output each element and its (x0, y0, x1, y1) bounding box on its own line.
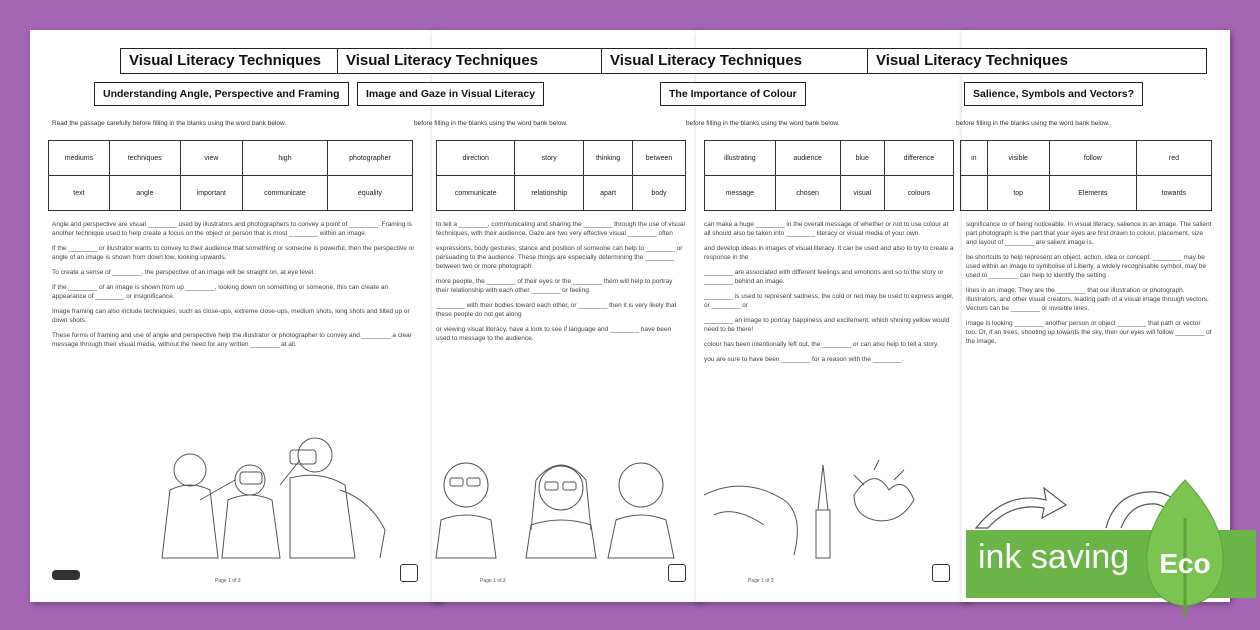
passage-paragraph: to tell a ________, communicating and sharing the ________ through the use of visual techniques, with their audience. Gaze are two very effective visual ________ often (436, 221, 685, 237)
word-bank-cell: body (633, 176, 686, 211)
passage-paragraph: ________ with their bodies toward each other, or ________ then it is very likely that these people do not get along (436, 302, 677, 318)
worksheet-subtitle: Salience, Symbols and Vectors? (964, 82, 1143, 106)
passage (704, 220, 954, 370)
page-number: Page 1 of 3 (215, 578, 241, 584)
word-bank-cell: Elements (1049, 176, 1136, 211)
quality-badge-icon (932, 564, 950, 582)
worksheet-title: Visual Literacy Techniques (120, 48, 460, 74)
passage-paragraph: and develop ideas in images of visual literacy. It can be used and also to try to create a response in the (704, 245, 954, 261)
word-bank-cell: red (1136, 141, 1211, 176)
instruction-text: before filling in the blanks using the word bank below. (956, 120, 1110, 127)
paintbrush-illustration (704, 455, 959, 560)
worksheet-1 (30, 30, 440, 602)
word-bank (704, 140, 954, 211)
word-bank-cell: communicate (437, 176, 515, 211)
word-bank (48, 140, 413, 211)
word-bank-cell: apart (584, 176, 633, 211)
word-bank-row (49, 176, 413, 211)
word-bank (436, 140, 686, 211)
word-bank-cell: in (961, 141, 988, 176)
word-bank-cell: colours (884, 176, 953, 211)
passage-paragraph: more people, the ________ of their eyes or the ________ them will help to portray their relationship with each other ________ or feeling. (436, 278, 673, 294)
word-bank-cell: relationship (515, 176, 584, 211)
word-bank-cell: thinking (584, 141, 633, 176)
word-bank-cell: illustrating (705, 141, 776, 176)
word-bank-cell: audience (775, 141, 840, 176)
word-bank-cell: photographer (327, 141, 412, 176)
instruction-text: before filling in the blanks using the word bank below. (686, 120, 840, 127)
word-bank-cell: communicate (242, 176, 327, 211)
passage-paragraph: colour has been intentionally left out, the ________ or can also help to tell a story. (704, 341, 939, 348)
passage-paragraph: ________ are associated with different feelings and emotions and so to the story or ________ behind an image. (704, 269, 944, 285)
passage-paragraph: To create a sense of ________, the perspective of an image will be straight on, at eye level. (52, 269, 316, 276)
word-bank-row (961, 141, 1212, 176)
word-bank-cell: top (987, 176, 1049, 211)
quality-badge-icon (668, 564, 686, 582)
passage (966, 220, 1212, 352)
ink-saving-label: ink saving (978, 538, 1130, 576)
worksheet-title: Visual Literacy Techniques (601, 48, 941, 74)
word-bank-row (437, 141, 686, 176)
word-bank-cell: visual (840, 176, 884, 211)
word-bank-cell: high (242, 141, 327, 176)
people-photographing-illustration (140, 430, 400, 560)
word-bank-row (705, 141, 954, 176)
worksheet-subtitle: Understanding Angle, Perspective and Framing (94, 82, 349, 106)
word-bank-cell: visible (987, 141, 1049, 176)
word-bank-row (705, 176, 954, 211)
word-bank-cell: chosen (775, 176, 840, 211)
worksheet-subtitle: The Importance of Colour (660, 82, 806, 106)
word-bank-cell: techniques (109, 141, 180, 176)
passage (436, 220, 686, 349)
word-bank-cell: follow (1049, 141, 1136, 176)
quality-badge-icon (400, 564, 418, 582)
passage-paragraph: can make a huge ________ in the overall message of whether or not to use colour at all should also be taken into ________ literacy or visual media of your own. (704, 221, 949, 237)
passage-paragraph: If the ________ or illustrator wants to convey to their audience that something or someone is powerful, then the perspective or angle of an image is shown from down low, looking upwards. (52, 245, 415, 261)
passage-paragraph: expressions, body gestures, stance and position of someone can help to ________ or persuading to the audience. These things are especially determining the ________ between two or more photograph. (436, 245, 683, 270)
children-faces-illustration (436, 450, 691, 560)
word-bank-cell: angle (109, 176, 180, 211)
passage-paragraph: lines in an image. They are the ________ that our illustration or photograph. Illustrators, and other visual creators, leading path of a visual image through vectors. Vectors can be ________ or invisible lines. (966, 287, 1209, 312)
passage-paragraph: you are sure to have been ________ for a reason with the ________. (704, 356, 904, 363)
word-bank-cell: equality (327, 176, 412, 211)
word-bank-cell: story (515, 141, 584, 176)
worksheet-title: Visual Literacy Techniques (867, 48, 1207, 74)
eco-leaf-icon (1140, 478, 1230, 618)
word-bank-cell: view (180, 141, 242, 176)
passage-paragraph: be shortcuts to help represent an object, action, idea or concept. ________ may be used within an image to symbolise of Liberty, a widely recognisable symbol, may be used to ________ can help to identify the setting (966, 254, 1207, 279)
word-bank-cell: text (49, 176, 110, 211)
instruction-text: before filling in the blanks using the word bank below. (414, 120, 568, 127)
twinkl-logo (52, 570, 80, 580)
passage-paragraph: ________ is used to represent sadness, the cold or red may be used to express anger, or ________ or (704, 293, 954, 309)
instruction-text: Read the passage carefully before filling in the blanks using the word bank below. (52, 120, 287, 127)
word-bank-cell: towards (1136, 176, 1211, 211)
worksheet-subtitle: Image and Gaze in Visual Literacy (357, 82, 544, 106)
word-bank-row (49, 141, 413, 176)
word-bank-cell: mediums (49, 141, 110, 176)
page-number: Page 1 of 3 (480, 578, 506, 584)
passage-paragraph: These forms of framing and use of angle and perspective help the illustrator or photographer to convey and ________ a clear message through their visual media, without the need for any written ________ at all. (52, 332, 412, 348)
word-bank-cell: direction (437, 141, 515, 176)
eco-label: Eco (1159, 548, 1211, 579)
word-bank-cell: between (633, 141, 686, 176)
word-bank-cell: blue (840, 141, 884, 176)
passage-paragraph: Image framing can also include techniques, such as close-ups, extreme close-ups, medium shots, long shots and tilted up or down shots. (52, 308, 410, 324)
word-bank-row (961, 176, 1212, 211)
passage-paragraph: image is looking ________ another person or object ________ that path or vector too. Or, if an trees, shooting up towards the sky, then our eyes will follow ________ of the image. (966, 320, 1212, 345)
passage-paragraph: Angle and perspective are visual ________ used by illustrators and photographers to convey a point of ________. Framing is another technique used to help create a focus on the object or person that is most ________ within an image. (52, 221, 412, 237)
worksheet-title: Visual Literacy Techniques (337, 48, 677, 74)
passage-paragraph: significance or of being noticeable. In visual literacy, salience in an image. The salient part photograph is the part that your eyes are first drawn to colour, placement, size and layout of ________ are salient image is. (966, 221, 1212, 246)
word-bank-row (437, 176, 686, 211)
passage (52, 220, 422, 355)
passage-paragraph: or viewing visual literacy, have a look to see if language and ________ have been used to message to the audience. (436, 326, 672, 342)
passage-paragraph: If the ________ of an image is shown from up ________, looking down on something or someone, this can create an appearance of ________ or insignificance. (52, 284, 389, 300)
word-bank-cell: message (705, 176, 776, 211)
page-number: Page 1 of 3 (748, 578, 774, 584)
word-bank-cell (961, 176, 988, 211)
word-bank-cell: difference (884, 141, 953, 176)
word-bank (960, 140, 1212, 211)
passage-paragraph: ________ an image to portray happiness and excitement, which shining yellow would need to be there! (704, 317, 950, 333)
word-bank-cell: important (180, 176, 242, 211)
